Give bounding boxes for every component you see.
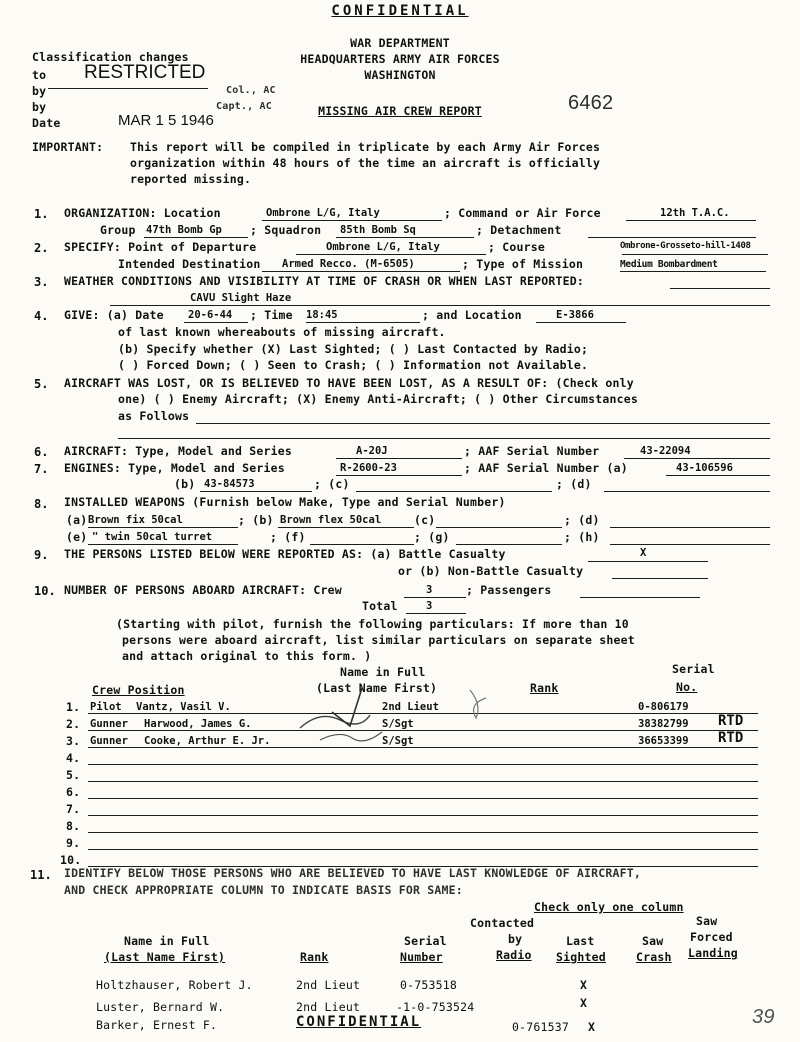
witness-col-contacted-2: by	[508, 932, 523, 946]
lost-line-fill-2	[118, 438, 770, 439]
give-date-label: GIVE: (a) Date	[64, 308, 164, 322]
non-battle-line	[612, 578, 708, 579]
to-line	[48, 88, 208, 89]
witness-col-contacted-3: Radio	[496, 948, 532, 962]
weather-line-1	[670, 288, 770, 289]
mission-type-label: ; Type of Mission	[462, 257, 584, 271]
aircraft-serial-value: 43-22094	[640, 445, 691, 457]
witness-check-only: Check only one column	[534, 900, 684, 914]
course-label: ; Course	[488, 240, 545, 254]
mission-type-line	[620, 271, 766, 272]
report-number: 6462	[568, 92, 614, 114]
page-number: 39	[752, 1006, 775, 1028]
engine-c-line	[356, 491, 552, 492]
item-number-5: 5.	[34, 377, 49, 391]
give-location-value: E-3866	[556, 309, 594, 321]
aircraft-serial-label: ; AAF Serial Number	[464, 444, 600, 458]
course-value: Ombrone-Grosseto-hill-1408	[620, 241, 751, 251]
witness-row-serial-1: 0-753518	[400, 978, 457, 992]
departure-value: Ombrone L/G, Italy	[326, 241, 440, 253]
engines-type-value: R-2600-23	[340, 462, 397, 474]
weapon-h-label: ; (h)	[564, 530, 600, 544]
battle-casualty-mark: X	[640, 547, 647, 559]
engine-b-value: 43-84573	[204, 478, 255, 490]
org-squadron-value: 85th Bomb Sq	[340, 224, 416, 236]
witness-col-saw-1: Saw	[642, 934, 664, 948]
item-number-8: 8.	[34, 497, 49, 511]
by-label-1: by	[32, 84, 47, 98]
weather-label: WEATHER CONDITIONS AND VISIBILITY AT TIME OF CRASH OR WHEN LAST REPORTED:	[64, 274, 585, 288]
mission-type-value: Medium Bombardment	[620, 259, 718, 270]
give-location-line	[536, 322, 626, 323]
org-group-value: 47th Bomb Gp	[146, 224, 222, 236]
weapon-a-value: Brown fix 50cal	[88, 514, 183, 526]
crew-row-line-5	[88, 781, 758, 782]
witness-col-last-1: Last	[566, 934, 595, 948]
weapon-a-label: (a)	[66, 513, 88, 527]
aircraft-label: AIRCRAFT: Type, Model and Series	[64, 444, 292, 458]
confidential-footer: CONFIDENTIAL	[296, 1014, 422, 1030]
witness-row-name-1: Holtzhauser, Robert J.	[96, 978, 253, 992]
weapon-b-label: ; (b)	[238, 513, 274, 527]
org-location-line	[262, 220, 442, 221]
witness-col-forced-3: Landing	[688, 946, 738, 960]
weather-value: CAVU Slight Haze	[190, 292, 292, 304]
important-line-2: organization within 48 hours of the time an aircraft is officially	[130, 156, 601, 170]
org-command-value: 12th T.A.C.	[660, 207, 730, 219]
item-number-2: 2.	[34, 241, 49, 255]
org-command-line	[626, 220, 756, 221]
date-label: Date	[32, 116, 61, 130]
witness-col-forced-1: Saw	[696, 914, 718, 928]
weapon-c-label: (c)	[414, 513, 436, 527]
crew-row-no-7: 7.	[66, 802, 81, 816]
witness-row-serial-2: -1-0-753524	[396, 1000, 475, 1014]
course-line	[622, 254, 768, 255]
crew-row-no-2: 2.	[66, 717, 81, 731]
org-detachment-label: ; Detachment	[476, 223, 562, 237]
witness-row-mark-3: X	[588, 1020, 596, 1034]
item-number-10: 10.	[34, 584, 56, 598]
crew-col-name-2: (Last Name First)	[316, 681, 438, 695]
by-line-2: Capt., AC	[216, 101, 272, 112]
crew-col-serial-1: Serial	[672, 662, 715, 676]
engines-label: ENGINES: Type, Model and Series	[64, 461, 285, 475]
weapon-e-value: " twin 50cal turret	[92, 531, 213, 543]
engine-a-line	[666, 475, 770, 476]
crew-row-no-9: 9.	[66, 836, 81, 850]
give-time-value: 18:45	[306, 309, 338, 321]
witness-col-contacted-1: Contacted	[470, 916, 535, 930]
engine-d-line	[604, 491, 770, 492]
aircraft-type-value: A-20J	[356, 445, 388, 457]
crew-row-status-3: RTD	[718, 730, 744, 746]
weapon-g-label: ; (g)	[414, 530, 450, 544]
witness-col-rank: Rank	[300, 950, 329, 964]
witness-row-mark-2: X	[580, 996, 588, 1010]
give-line-c: ( ) Forced Down; ( ) Seen to Crash; ( ) Information not Available.	[118, 358, 589, 372]
lost-line-2: one) ( ) Enemy Aircraft; (X) Enemy Anti-Aircraft; ( ) Other Circumstances	[118, 392, 639, 406]
crew-count-value: 3	[426, 584, 433, 596]
weapon-d-line	[610, 527, 770, 528]
weapon-b-line	[278, 527, 414, 528]
witness-col-name-2: (Last Name First)	[104, 950, 226, 964]
witness-row-name-3: Barker, Ernest F.	[96, 1018, 218, 1032]
weapon-g-line	[456, 544, 562, 545]
important-label: IMPORTANT:	[32, 140, 104, 154]
crew-row-no-1: 1.	[66, 700, 81, 714]
crew-row-rank-1: 2nd Lieut	[382, 701, 439, 713]
engines-type-line	[336, 475, 462, 476]
specify-label: SPECIFY: Point of Departure	[64, 240, 257, 254]
by-line-1: Col., AC	[226, 85, 276, 96]
org-squadron-line	[336, 237, 474, 238]
crew-row-name-2: Harwood, James G.	[144, 718, 252, 730]
weapon-f-label: ; (f)	[270, 530, 306, 544]
engine-a-value: 43-106596	[676, 462, 733, 474]
battle-casualty-line	[588, 561, 708, 562]
org-group-label: Group	[100, 223, 136, 237]
destination-value: Armed Recco. (M-6505)	[282, 258, 415, 270]
give-location-label: ; and Location	[422, 308, 522, 322]
crew-col-name-1: Name in Full	[340, 665, 426, 679]
engine-b-line	[200, 491, 312, 492]
engines-serial-label: ; AAF Serial Number (a)	[464, 461, 628, 475]
classification-to-label: to	[32, 68, 47, 82]
passengers-line	[580, 597, 700, 598]
classification-label: Classification changes	[32, 50, 189, 64]
crew-row-rank-3: S/Sgt	[382, 735, 414, 747]
important-line-1: This report will be compiled in triplicate by each Army Air Forces	[130, 140, 601, 154]
item-number-7: 7.	[34, 462, 49, 476]
witness-row-rank-1: 2nd Lieut	[296, 978, 361, 992]
crew-count-line	[404, 597, 466, 598]
witness-col-serial-2: Number	[400, 950, 443, 964]
witness-col-last-2: Sighted	[556, 950, 606, 964]
crew-row-position-1: Pilot	[90, 701, 122, 713]
intended-label: Intended Destination	[118, 257, 261, 271]
crew-row-name-1: Vantz, Vasil V.	[136, 701, 231, 713]
witness-col-saw-2: Crash	[636, 950, 672, 964]
weapon-d-label: ; (d)	[564, 513, 600, 527]
item-number-4: 4.	[34, 309, 49, 323]
confidential-header: CONFIDENTIAL	[331, 3, 469, 19]
weather-line-2	[110, 305, 770, 306]
witness-line-1: IDENTIFY BELOW THOSE PERSONS WHO ARE BELIEVED TO HAVE LAST KNOWLEDGE OF AIRCRAFT,	[64, 866, 642, 880]
aircraft-serial-line	[624, 458, 770, 459]
witness-row-rank-2: 2nd Lieut	[296, 1000, 361, 1014]
instructions-line-1: (Starting with pilot, furnish the following particulars: If more than 10	[116, 617, 629, 631]
by-label-2: by	[32, 100, 47, 114]
crew-row-name-3: Cooke, Arthur E. Jr.	[144, 735, 271, 747]
crew-row-no-5: 5.	[66, 768, 81, 782]
lost-line-1: AIRCRAFT WAS LOST, OR IS BELIEVED TO HAVE BEEN LOST, AS A RESULT OF: (Check only	[64, 376, 634, 390]
crew-col-position: Crew Position	[92, 683, 185, 697]
crew-row-position-3: Gunner	[90, 735, 128, 747]
give-date-line	[184, 322, 248, 323]
lost-line-3: as Follows	[118, 409, 190, 423]
weapon-e-line	[88, 544, 238, 545]
restricted-stamp: RESTRICTED	[84, 62, 206, 83]
give-line-b: (b) Specify whether (X) Last Sighted; ( ) Last Contacted by Radio;	[118, 342, 589, 356]
pen-scribble-marks	[290, 680, 500, 750]
aboard-label: NUMBER OF PERSONS ABOARD AIRCRAFT: Crew	[64, 583, 342, 597]
org-group-line	[144, 237, 248, 238]
crew-row-position-2: Gunner	[90, 718, 128, 730]
crew-row-no-4: 4.	[66, 751, 81, 765]
witness-col-name-1: Name in Full	[124, 934, 210, 948]
crew-row-serial-1: 0-806179	[638, 701, 689, 713]
item-number-11: 11.	[30, 868, 52, 882]
total-label: Total	[362, 599, 398, 613]
passengers-label: ; Passengers	[466, 583, 552, 597]
crew-row-no-6: 6.	[66, 785, 81, 799]
witness-row-mark-1: X	[580, 978, 588, 992]
total-count-value: 3	[426, 600, 433, 612]
org-squadron-label: ; Squadron	[250, 223, 322, 237]
weapon-f-line	[310, 544, 414, 545]
crew-row-line-6	[88, 798, 758, 799]
item-number-1: 1.	[34, 207, 49, 221]
give-time-line	[306, 322, 420, 323]
date-stamp: MAR 1 5 1946	[118, 112, 214, 129]
item-number-6: 6.	[34, 445, 49, 459]
crew-col-serial-2: No.	[676, 680, 698, 694]
org-detachment-line	[588, 237, 756, 238]
witness-col-serial-1: Serial	[404, 934, 447, 948]
departure-line	[296, 254, 486, 255]
witness-row-name-2: Luster, Bernard W.	[96, 1000, 225, 1014]
weapons-label: INSTALLED WEAPONS (Furnish below Make, Type and Serial Number)	[64, 495, 506, 509]
headquarters-title: HEADQUARTERS ARMY AIR FORCES	[300, 52, 500, 66]
give-date-value: 20-6-44	[188, 309, 233, 321]
crew-row-serial-3: 36653399	[638, 735, 689, 747]
crew-row-status-2: RTD	[718, 713, 744, 729]
weapon-e-label: (e)	[66, 530, 88, 544]
give-line-2: of last known whereabouts of missing aircraft.	[118, 325, 446, 339]
important-line-3: reported missing.	[130, 172, 252, 186]
destination-line	[262, 271, 460, 272]
weapon-a-line	[88, 527, 238, 528]
org-command-label: ; Command or Air Force	[444, 206, 601, 220]
witness-col-forced-2: Forced	[690, 930, 733, 944]
engine-b-label: (b)	[174, 477, 196, 491]
total-line	[406, 613, 466, 614]
instructions-line-2: persons were aboard aircraft, list similar particulars on separate sheet	[122, 633, 635, 647]
witness-line-2: AND CHECK APPROPRIATE COLUMN TO INDICATE BASIS FOR SAME:	[64, 883, 463, 897]
org-location-value: Ombrone L/G, Italy	[266, 207, 380, 219]
crew-row-no-8: 8.	[66, 819, 81, 833]
crew-row-line-9	[88, 849, 758, 850]
non-battle-label: or (b) Non-Battle Casualty	[398, 564, 584, 578]
engine-c-label: ; (c)	[314, 477, 350, 491]
item-number-3: 3.	[34, 275, 49, 289]
weapon-c-line	[436, 527, 562, 528]
engine-d-label: ; (d)	[556, 477, 592, 491]
crew-row-serial-2: 38382799	[638, 718, 689, 730]
crew-row-line-8	[88, 832, 758, 833]
persons-label: THE PERSONS LISTED BELOW WERE REPORTED AS: (a) Battle Casualty	[64, 547, 506, 561]
give-time-label: ; Time	[250, 308, 293, 322]
city-title: WASHINGTON	[364, 68, 436, 82]
weapon-h-line	[610, 544, 770, 545]
crew-row-line-7	[88, 815, 758, 816]
report-title: MISSING AIR CREW REPORT	[318, 104, 482, 118]
instructions-line-3: and attach original to this form. )	[122, 649, 372, 663]
item-number-9: 9.	[34, 548, 49, 562]
department-title: WAR DEPARTMENT	[350, 36, 450, 50]
witness-row-serial-3: 0-761537	[512, 1020, 569, 1034]
crew-row-no-3: 3.	[66, 734, 81, 748]
crew-row-rank-2: S/Sgt	[382, 718, 414, 730]
crew-row-line-4	[88, 764, 758, 765]
aircraft-type-line	[336, 458, 462, 459]
crew-col-rank: Rank	[530, 681, 559, 695]
crew-row-no-10: 10.	[60, 853, 82, 867]
org-location-label: ORGANIZATION: Location	[64, 206, 221, 220]
lost-line-fill	[196, 423, 770, 424]
weapon-b-value: Brown flex 50cal	[280, 514, 382, 526]
